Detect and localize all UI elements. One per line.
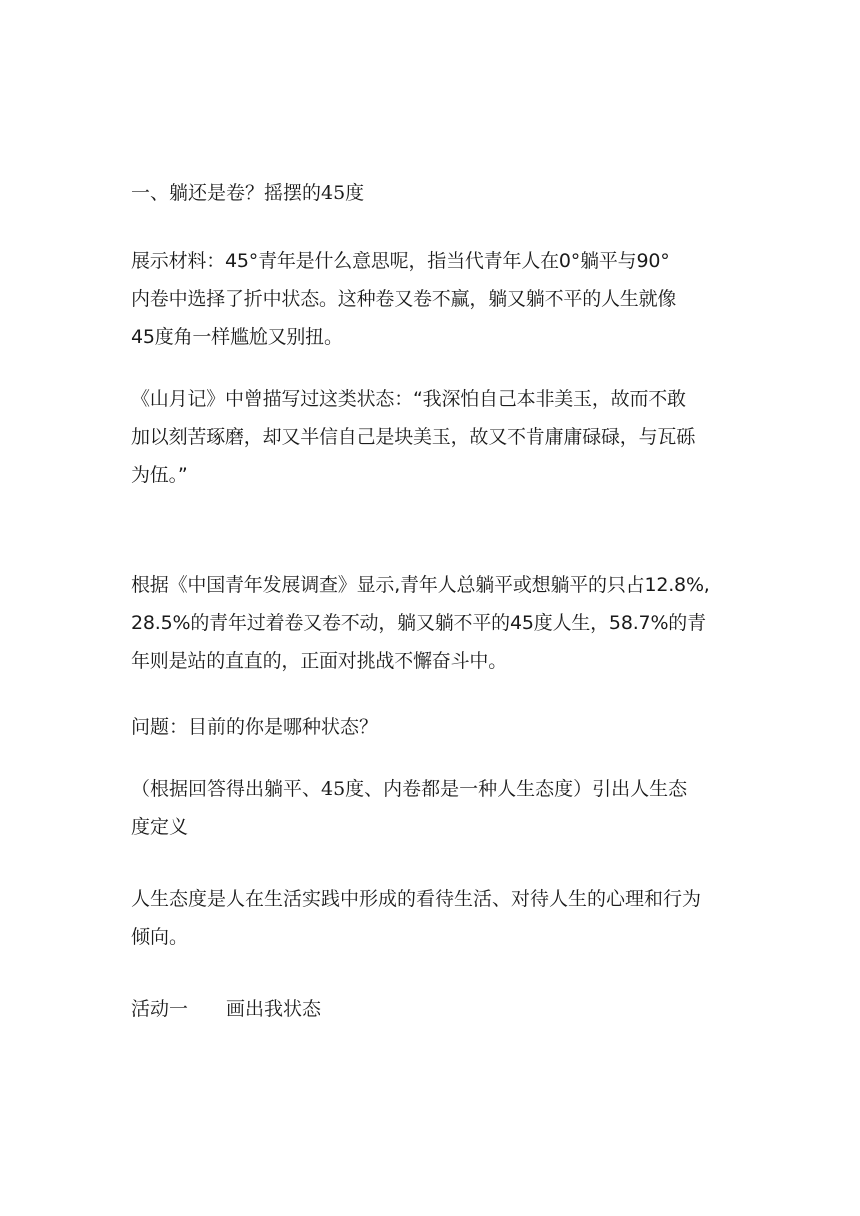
activity-title: 活动一 画出我状态 bbox=[131, 998, 322, 1020]
survey-paragraph bbox=[131, 566, 741, 680]
answer-note-line-1: （根据回答得出躺平、45度、内卷都是一种人生态度）引出人生态 bbox=[131, 778, 688, 800]
answer-note-line-2: 度定义 bbox=[131, 816, 189, 838]
material-line-3: 45度角一样尴尬又别扭。 bbox=[131, 326, 343, 348]
quote-line-2: 加以刻苦琢磨，却又半信自己是块美玉，故又不肯庸庸碌碌，与瓦砾 bbox=[131, 426, 696, 448]
material-line-2: 内卷中选择了折中状态。这种卷又卷不赢，躺又躺不平的人生就像 bbox=[131, 288, 677, 310]
answer-note-paragraph bbox=[131, 770, 741, 846]
definition-paragraph bbox=[131, 880, 741, 956]
survey-line-3: 年则是站的直直的，正面对挑战不懈奋斗中。 bbox=[131, 650, 508, 672]
material-line-1: 展示材料：45°青年是什么意思呢，指当代青年人在0°躺平与90° bbox=[131, 250, 670, 272]
section-heading bbox=[131, 174, 741, 212]
activity-paragraph bbox=[131, 990, 741, 1028]
survey-line-2: 28.5%的青年过着卷又卷不动，躺又躺不平的45度人生，58.7%的青 bbox=[131, 612, 706, 634]
quote-paragraph bbox=[131, 380, 741, 494]
definition-line-1: 人生态度是人在生活实践中形成的看待生活、对待人生的心理和行为 bbox=[131, 888, 702, 910]
question-paragraph bbox=[131, 708, 741, 746]
question-text: 问题：目前的你是哪种状态？ bbox=[131, 716, 379, 738]
material-paragraph bbox=[131, 242, 741, 356]
survey-line-1: 根据《中国青年发展调查》显示,青年人总躺平或想躺平的只占12.8%, bbox=[131, 574, 710, 596]
definition-line-2: 倾向。 bbox=[131, 926, 189, 948]
quote-line-3: 为伍。” bbox=[131, 464, 188, 486]
heading-text: 一、躺还是卷？摇摆的45度 bbox=[131, 182, 365, 204]
quote-line-1: 《山月记》中曾描写过这类状态：“我深怕自己本非美玉，故而不敢 bbox=[131, 388, 686, 410]
